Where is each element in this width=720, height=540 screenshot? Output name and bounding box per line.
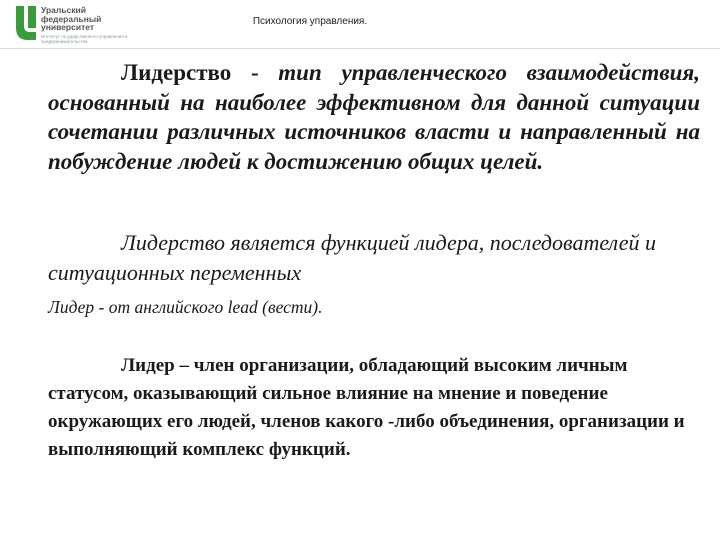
leadership-function [48, 228, 700, 288]
logo-line: федеральный [41, 13, 102, 24]
definition-term: Лидерство - [121, 60, 279, 85]
slide-header [0, 0, 720, 56]
logo-subtitle: Институт государственного управления и предпринимательства [41, 34, 128, 44]
leader-etymology: Лидер - от английского lead (вести). [48, 297, 323, 317]
leader-definition-text: Лидер – член организации, обладающий высоким личным статусом, оказывающий сильное влияние на мнение и поведение окружающих его людей, членов какого -либо объединения, организации и выполняющий комплекс функций. [48, 355, 685, 460]
logo-line: университет [41, 22, 95, 32]
leadership-function-text: Лидерство является функцией лидера, последователей и ситуационных переменных [48, 230, 656, 285]
definition-text: тип управленческого взаимодействия, основанный на наиболее эффективном для данной ситуации сочетании различных источников власти и направленный на побуждение людей к достижению общих целей. [48, 60, 700, 174]
header-divider [0, 48, 720, 49]
leader-definition [48, 352, 703, 464]
leadership-definition [48, 58, 700, 176]
slide-header-title: Психология управления. [252, 16, 368, 27]
logo-line: Уральский [41, 5, 86, 15]
